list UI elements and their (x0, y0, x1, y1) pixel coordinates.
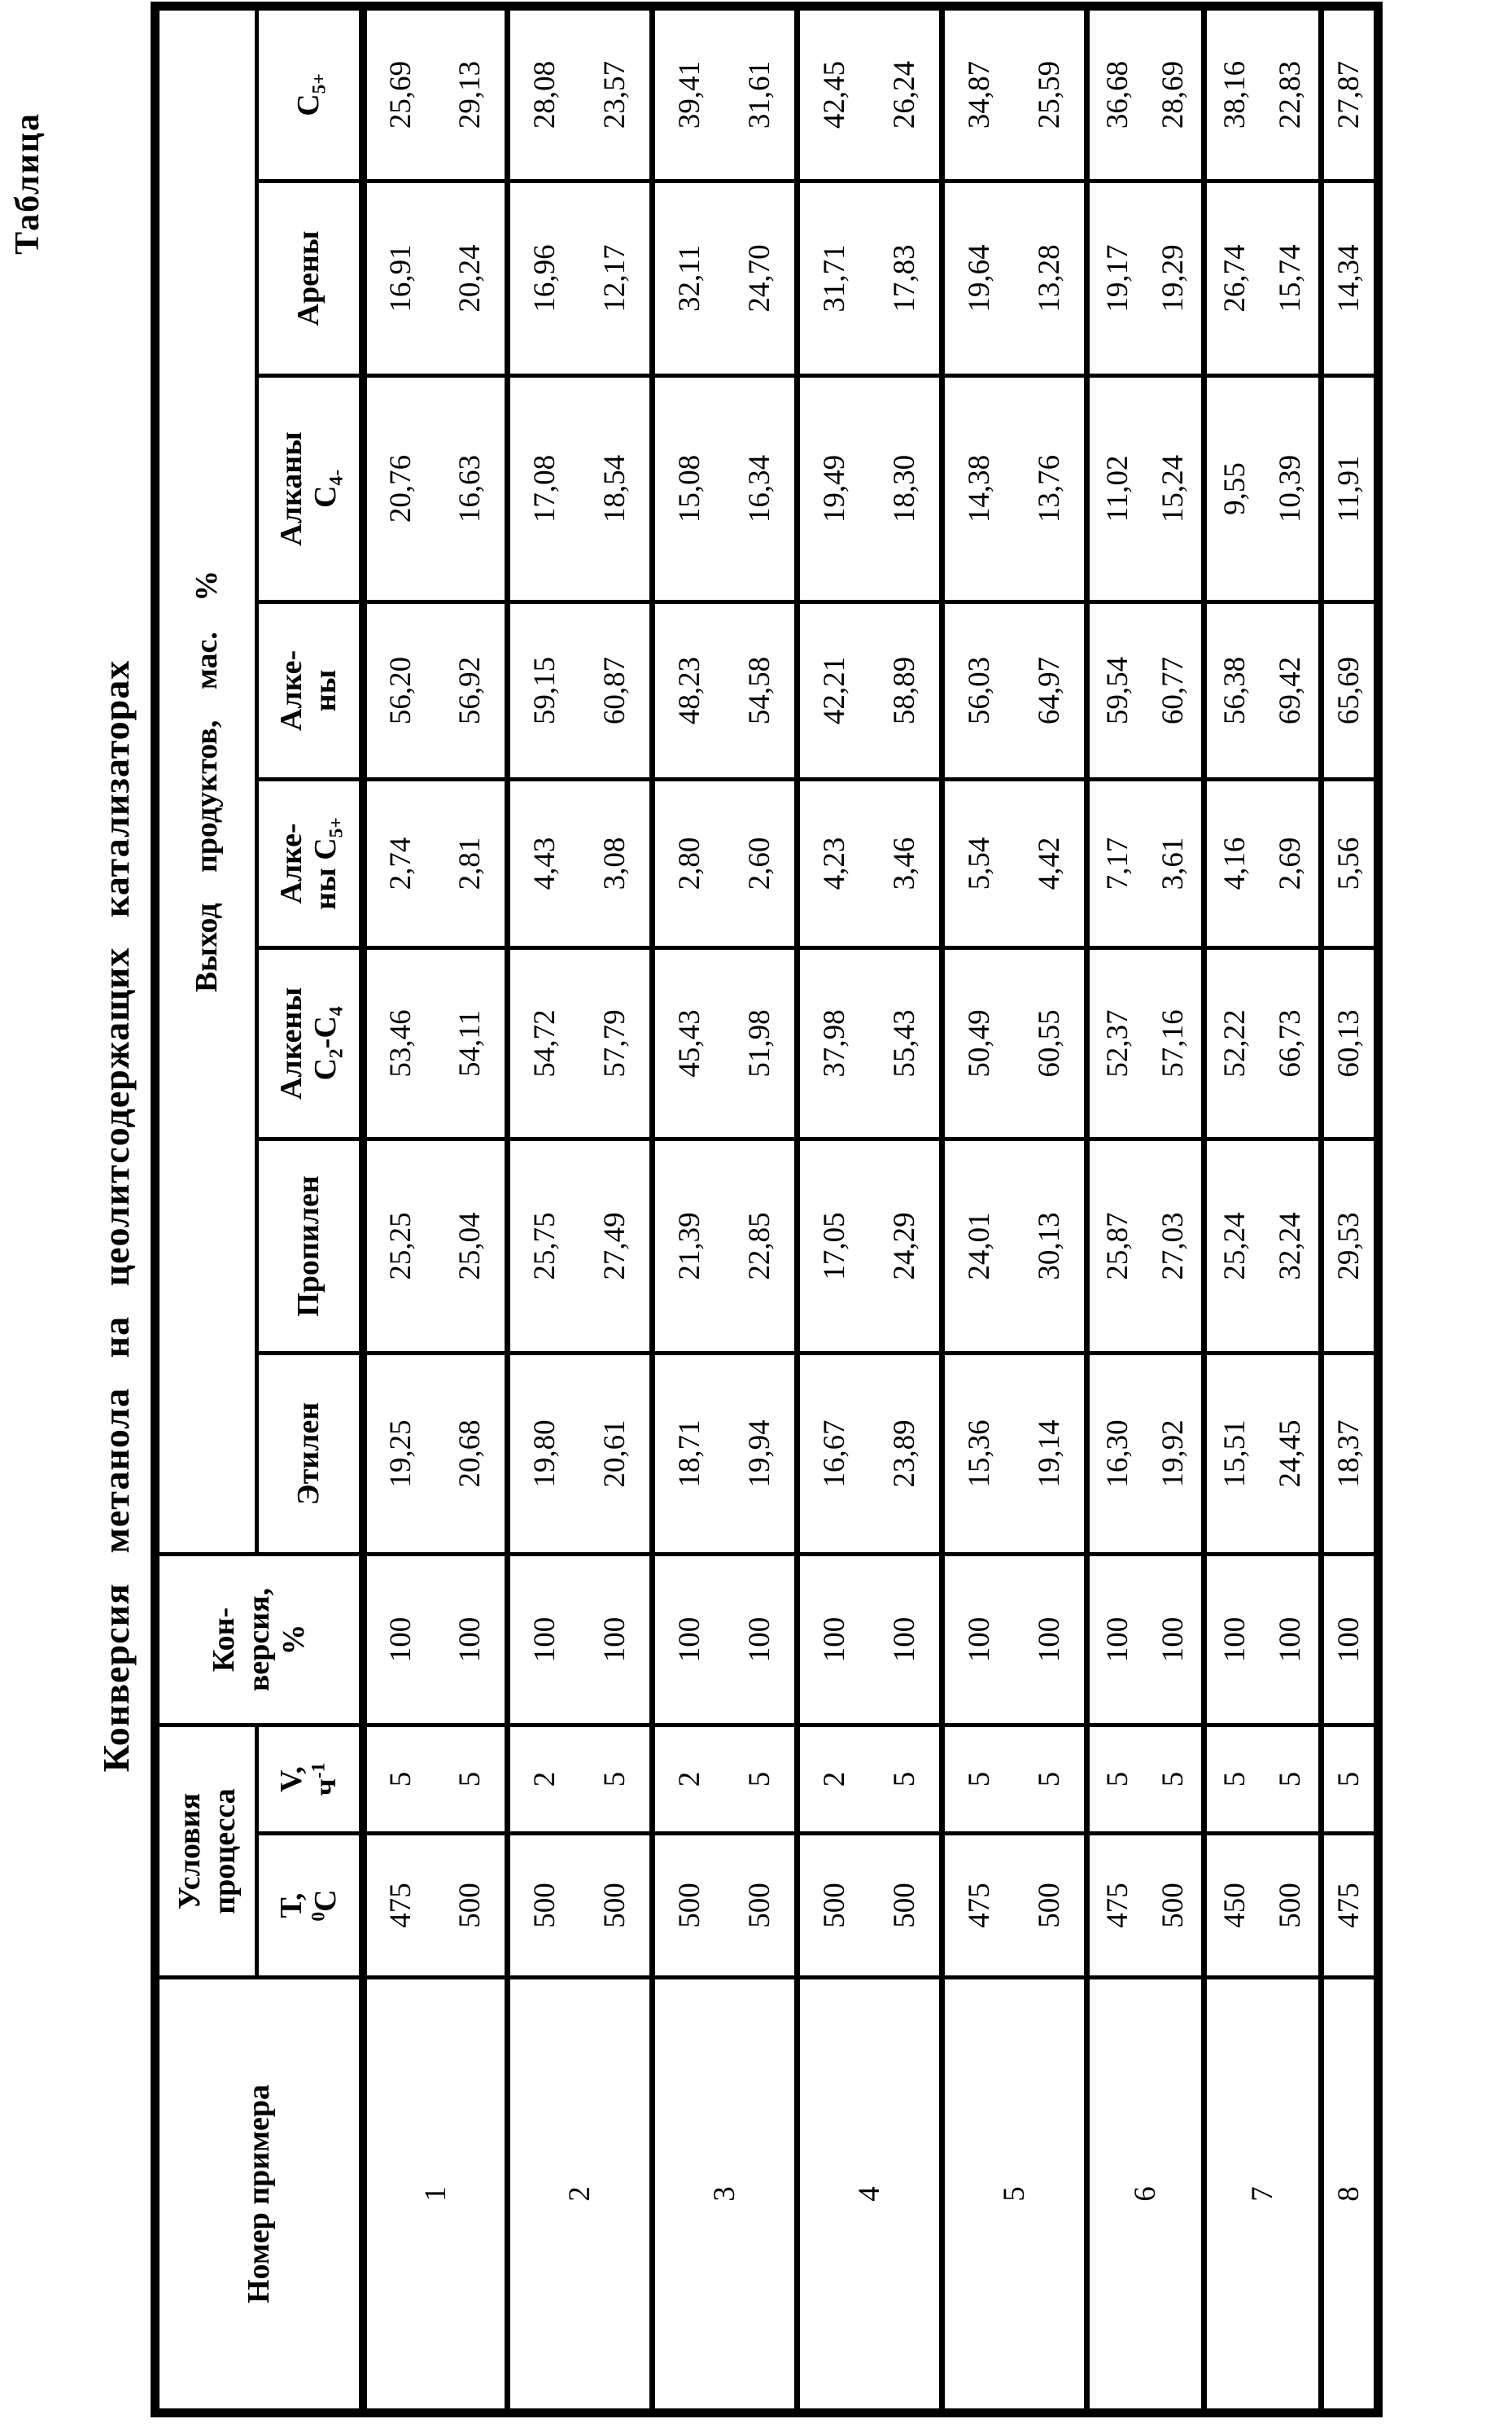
value-cell-propylene: 25,04 (435, 1139, 508, 1353)
value-cell-alkenes_c5plus: 2,74 (363, 779, 435, 947)
value-cell-alkenes_c5plus: 7,17 (1087, 779, 1146, 947)
value-cell-alkenes_c2_c4: 60,55 (1015, 947, 1087, 1139)
header-conversion: Кон- версия, % (155, 1554, 363, 1725)
value-cell-alkenes_c2_c4: 50,49 (942, 947, 1015, 1139)
value-cell-alkenes_c2_c4: 60,13 (1322, 947, 1379, 1139)
value-cell-alkenes_c5plus: 4,43 (508, 779, 580, 947)
value-cell-t_c: 500 (725, 1834, 798, 1978)
value-cell-alkenes_c2_c4: 53,46 (363, 947, 435, 1139)
data-row (798, 6, 870, 2412)
table-header (155, 6, 363, 2412)
header-row-1 (155, 6, 257, 2412)
value-cell-alkenes: 59,15 (508, 601, 580, 779)
value-cell-conversion: 100 (1146, 1554, 1204, 1725)
value-cell-ethylene: 18,37 (1322, 1353, 1379, 1554)
value-cell-ethylene: 16,30 (1087, 1353, 1146, 1554)
example-number-cell: 8 (1322, 1978, 1379, 2413)
value-cell-propylene: 24,01 (942, 1139, 1015, 1353)
value-cell-alkenes_c2_c4: 54,72 (508, 947, 580, 1139)
value-cell-conversion: 100 (363, 1554, 435, 1725)
value-cell-alkanes_c4minus: 17,08 (508, 375, 580, 601)
example-group-7 (1204, 6, 1322, 2412)
example-group-6 (1087, 6, 1204, 2412)
value-cell-alkenes: 65,69 (1322, 601, 1379, 779)
value-cell-alkanes_c4minus: 13,76 (1015, 375, 1087, 601)
value-cell-conversion: 100 (1263, 1554, 1322, 1725)
value-cell-propylene: 32,24 (1263, 1139, 1322, 1353)
value-cell-ethylene: 15,36 (942, 1353, 1015, 1554)
value-cell-alkenes_c5plus: 3,61 (1146, 779, 1204, 947)
value-cell-c5plus: 27,87 (1322, 6, 1379, 181)
value-cell-arenes: 20,24 (435, 181, 508, 375)
value-cell-v_h: 5 (1015, 1725, 1087, 1833)
value-cell-c5plus: 28,08 (508, 6, 580, 181)
value-cell-propylene: 27,49 (580, 1139, 653, 1353)
value-cell-ethylene: 19,92 (1146, 1353, 1204, 1554)
value-cell-alkenes_c2_c4: 51,98 (725, 947, 798, 1139)
value-cell-alkenes_c5plus: 4,42 (1015, 779, 1087, 947)
value-cell-alkanes_c4minus: 11,02 (1087, 375, 1146, 601)
header-products-yield: Выход продуктов, мас. % (155, 6, 257, 1554)
value-cell-alkenes_c5plus: 4,16 (1204, 779, 1263, 947)
value-cell-alkenes_c2_c4: 37,98 (798, 947, 870, 1139)
value-cell-c5plus: 39,41 (653, 6, 725, 181)
value-cell-alkenes_c5plus: 4,23 (798, 779, 870, 947)
example-group-5 (942, 6, 1087, 2412)
value-cell-v_h: 5 (1263, 1725, 1322, 1833)
value-cell-conversion: 100 (798, 1554, 870, 1725)
example-number-cell: 3 (653, 1978, 798, 2413)
value-cell-t_c: 500 (653, 1834, 725, 1978)
value-cell-alkenes: 54,58 (725, 601, 798, 779)
value-cell-alkanes_c4minus: 16,63 (435, 375, 508, 601)
value-cell-c5plus: 36,68 (1087, 6, 1146, 181)
value-cell-arenes: 13,28 (1015, 181, 1087, 375)
table-corner-label: Таблица (9, 112, 46, 255)
value-cell-alkenes: 59,54 (1087, 601, 1146, 779)
data-row (508, 6, 580, 2412)
value-cell-ethylene: 16,67 (798, 1353, 870, 1554)
value-cell-alkenes: 56,20 (363, 601, 435, 779)
value-cell-t_c: 475 (942, 1834, 1015, 1978)
header-product-col-1: Пропилен (257, 1139, 363, 1353)
value-cell-arenes: 31,71 (798, 181, 870, 375)
value-cell-v_h: 5 (725, 1725, 798, 1833)
value-cell-alkanes_c4minus: 15,24 (1146, 375, 1204, 601)
value-cell-alkenes_c5plus: 5,54 (942, 779, 1015, 947)
value-cell-alkenes_c5plus: 2,80 (653, 779, 725, 947)
value-cell-alkenes: 69,42 (1263, 601, 1322, 779)
example-group-8 (1322, 6, 1379, 2412)
value-cell-t_c: 500 (508, 1834, 580, 1978)
example-number-cell: 1 (363, 1978, 508, 2413)
value-cell-t_c: 500 (1146, 1834, 1204, 1978)
value-cell-alkenes_c5plus: 3,46 (870, 779, 942, 947)
value-cell-t_c: 475 (363, 1834, 435, 1978)
example-number-cell: 5 (942, 1978, 1087, 2413)
value-cell-alkanes_c4minus: 16,34 (725, 375, 798, 601)
header-product-col-7: $С_{5+}$ (257, 6, 363, 181)
value-cell-v_h: 5 (580, 1725, 653, 1833)
value-cell-propylene: 24,29 (870, 1139, 942, 1353)
value-cell-alkenes_c2_c4: 45,43 (653, 947, 725, 1139)
value-cell-conversion: 100 (1087, 1554, 1146, 1725)
value-cell-alkenes: 42,21 (798, 601, 870, 779)
value-cell-alkanes_c4minus: 18,30 (870, 375, 942, 601)
value-cell-t_c: 500 (435, 1834, 508, 1978)
value-cell-v_h: 2 (508, 1725, 580, 1833)
value-cell-alkenes_c5plus: 5,56 (1322, 779, 1379, 947)
value-cell-conversion: 100 (942, 1554, 1015, 1725)
value-cell-t_c: 475 (1087, 1834, 1146, 1978)
value-cell-arenes: 17,83 (870, 181, 942, 375)
value-cell-conversion: 100 (1204, 1554, 1263, 1725)
value-cell-c5plus: 22,83 (1263, 6, 1322, 181)
value-cell-v_h: 2 (798, 1725, 870, 1833)
value-cell-alkenes: 56,03 (942, 601, 1015, 779)
value-cell-ethylene: 19,14 (1015, 1353, 1087, 1554)
value-cell-arenes: 14,34 (1322, 181, 1379, 375)
header-example-number: Номер примера (155, 1978, 363, 2413)
value-cell-alkenes: 60,87 (580, 601, 653, 779)
header-process-conditions: Условия процесса (155, 1725, 257, 1977)
value-cell-propylene: 25,75 (508, 1139, 580, 1353)
value-cell-v_h: 5 (1087, 1725, 1146, 1833)
header-product-col-5: Алканы $С_{4-}$ (257, 375, 363, 601)
data-row (1322, 6, 1379, 2412)
value-cell-alkenes_c2_c4: 54,11 (435, 947, 508, 1139)
header-product-col-0: Этилен (257, 1353, 363, 1554)
data-row (1087, 6, 1146, 2412)
data-row (363, 6, 435, 2412)
value-cell-arenes: 15,74 (1263, 181, 1322, 375)
value-cell-alkanes_c4minus: 14,38 (942, 375, 1015, 601)
value-cell-v_h: 5 (1322, 1725, 1379, 1833)
value-cell-alkanes_c4minus: 10,39 (1263, 375, 1322, 601)
value-cell-alkenes: 58,89 (870, 601, 942, 779)
data-row (1204, 6, 1263, 2412)
value-cell-alkenes_c2_c4: 52,22 (1204, 947, 1263, 1139)
value-cell-ethylene: 23,89 (870, 1353, 942, 1554)
example-number-cell: 4 (798, 1978, 942, 2413)
value-cell-c5plus: 29,13 (435, 6, 508, 181)
value-cell-alkanes_c4minus: 19,49 (798, 375, 870, 601)
value-cell-t_c: 475 (1322, 1834, 1379, 1978)
example-number-cell: 2 (508, 1978, 653, 2413)
value-cell-c5plus: 23,57 (580, 6, 653, 181)
header-temperature: Т, $^0$С (257, 1834, 363, 1978)
value-cell-arenes: 12,17 (580, 181, 653, 375)
value-cell-conversion: 100 (435, 1554, 508, 1725)
value-cell-v_h: 2 (653, 1725, 725, 1833)
value-cell-propylene: 27,03 (1146, 1139, 1204, 1353)
value-cell-ethylene: 15,51 (1204, 1353, 1263, 1554)
value-cell-arenes: 19,64 (942, 181, 1015, 375)
value-cell-c5plus: 28,69 (1146, 6, 1204, 181)
value-cell-ethylene: 19,25 (363, 1353, 435, 1554)
value-cell-arenes: 24,70 (725, 181, 798, 375)
document-title: Конверсия метанола на цеолитсодержащих катализаторах (95, 659, 137, 1773)
value-cell-arenes: 19,29 (1146, 181, 1204, 375)
value-cell-alkanes_c4minus: 20,76 (363, 375, 435, 601)
value-cell-propylene: 30,13 (1015, 1139, 1087, 1353)
value-cell-t_c: 500 (798, 1834, 870, 1978)
header-product-col-4: Алке- ны (257, 601, 363, 779)
value-cell-alkenes_c5plus: 3,08 (580, 779, 653, 947)
example-number-cell: 6 (1087, 1978, 1204, 2413)
example-group-4 (798, 6, 942, 2412)
header-product-col-3: Алке- ны $С_{5+}$ (257, 779, 363, 947)
data-row (653, 6, 725, 2412)
value-cell-conversion: 100 (1015, 1554, 1087, 1725)
value-cell-v_h: 5 (942, 1725, 1015, 1833)
value-cell-alkenes_c5plus: 2,81 (435, 779, 508, 947)
example-group-2 (508, 6, 653, 2412)
value-cell-ethylene: 20,61 (580, 1353, 653, 1554)
value-cell-propylene: 25,24 (1204, 1139, 1263, 1353)
value-cell-alkenes_c5plus: 2,69 (1263, 779, 1322, 947)
results-table (151, 2, 1383, 2417)
value-cell-alkenes_c5plus: 2,60 (725, 779, 798, 947)
value-cell-v_h: 5 (870, 1725, 942, 1833)
value-cell-alkenes_c2_c4: 57,16 (1146, 947, 1204, 1139)
value-cell-alkanes_c4minus: 18,54 (580, 375, 653, 601)
value-cell-alkenes_c2_c4: 52,37 (1087, 947, 1146, 1139)
value-cell-t_c: 450 (1204, 1834, 1263, 1978)
value-cell-alkanes_c4minus: 15,08 (653, 375, 725, 601)
value-cell-alkanes_c4minus: 9,55 (1204, 375, 1263, 601)
example-group-1 (363, 6, 508, 2412)
value-cell-conversion: 100 (653, 1554, 725, 1725)
value-cell-propylene: 17,05 (798, 1139, 870, 1353)
header-product-col-2: Алкены $С_2-С_4$ (257, 947, 363, 1139)
value-cell-c5plus: 26,24 (870, 6, 942, 181)
value-cell-conversion: 100 (580, 1554, 653, 1725)
value-cell-arenes: 19,17 (1087, 181, 1146, 375)
value-cell-arenes: 26,74 (1204, 181, 1263, 375)
value-cell-conversion: 100 (1322, 1554, 1379, 1725)
value-cell-c5plus: 42,45 (798, 6, 870, 181)
value-cell-propylene: 25,87 (1087, 1139, 1146, 1353)
value-cell-ethylene: 20,68 (435, 1353, 508, 1554)
data-row (942, 6, 1015, 2412)
value-cell-propylene: 21,39 (653, 1139, 725, 1353)
value-cell-alkenes: 56,38 (1204, 601, 1263, 779)
value-cell-v_h: 5 (363, 1725, 435, 1833)
header-product-col-6: Арены (257, 181, 363, 375)
value-cell-propylene: 22,85 (725, 1139, 798, 1353)
value-cell-arenes: 16,96 (508, 181, 580, 375)
value-cell-alkenes_c2_c4: 55,43 (870, 947, 942, 1139)
value-cell-ethylene: 24,45 (1263, 1353, 1322, 1554)
value-cell-ethylene: 18,71 (653, 1353, 725, 1554)
value-cell-propylene: 25,25 (363, 1139, 435, 1353)
value-cell-c5plus: 34,87 (942, 6, 1015, 181)
value-cell-arenes: 16,91 (363, 181, 435, 375)
value-cell-conversion: 100 (508, 1554, 580, 1725)
value-cell-propylene: 29,53 (1322, 1139, 1379, 1353)
example-number-cell: 7 (1204, 1978, 1322, 2413)
value-cell-ethylene: 19,94 (725, 1353, 798, 1554)
value-cell-alkenes: 64,97 (1015, 601, 1087, 779)
value-cell-c5plus: 25,59 (1015, 6, 1087, 181)
value-cell-ethylene: 19,80 (508, 1353, 580, 1554)
value-cell-v_h: 5 (1146, 1725, 1204, 1833)
value-cell-t_c: 500 (870, 1834, 942, 1978)
value-cell-t_c: 500 (1263, 1834, 1322, 1978)
value-cell-conversion: 100 (725, 1554, 798, 1725)
example-group-3 (653, 6, 798, 2412)
value-cell-alkenes: 48,23 (653, 601, 725, 779)
value-cell-c5plus: 38,16 (1204, 6, 1263, 181)
value-cell-v_h: 5 (435, 1725, 508, 1833)
value-cell-arenes: 32,11 (653, 181, 725, 375)
value-cell-alkenes_c2_c4: 57,79 (580, 947, 653, 1139)
value-cell-conversion: 100 (870, 1554, 942, 1725)
value-cell-t_c: 500 (580, 1834, 653, 1978)
value-cell-alkenes: 56,92 (435, 601, 508, 779)
value-cell-alkenes_c2_c4: 66,73 (1263, 947, 1322, 1139)
header-space-velocity: V, $ч^{-1}$ (257, 1725, 363, 1833)
value-cell-c5plus: 31,61 (725, 6, 798, 181)
value-cell-v_h: 5 (1204, 1725, 1263, 1833)
value-cell-c5plus: 25,69 (363, 6, 435, 181)
value-cell-t_c: 500 (1015, 1834, 1087, 1978)
value-cell-alkenes: 60,77 (1146, 601, 1204, 779)
value-cell-alkanes_c4minus: 11,91 (1322, 375, 1379, 601)
